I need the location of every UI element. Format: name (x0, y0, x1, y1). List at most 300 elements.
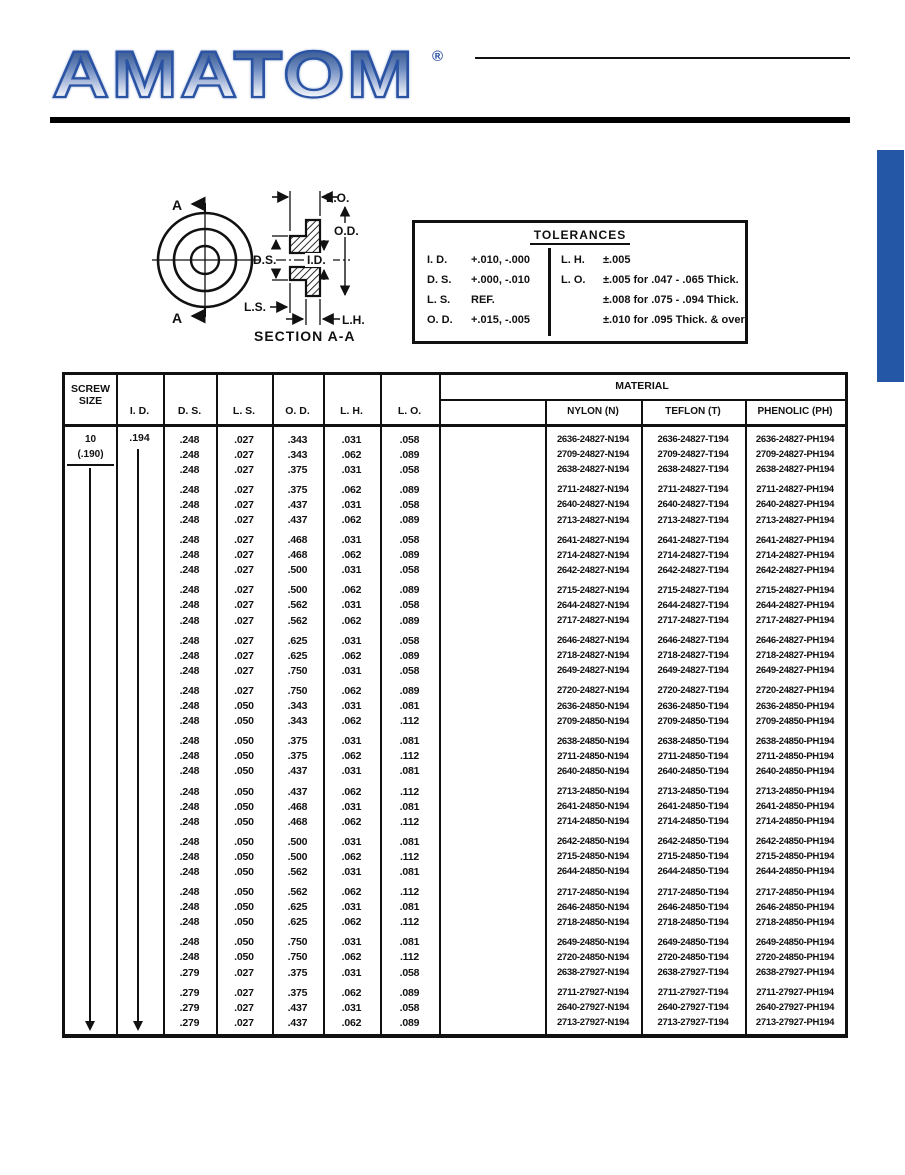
cell-lh: .062 (341, 850, 362, 863)
header-od: O. D. (285, 405, 310, 417)
table-row (65, 784, 845, 799)
cell-teflon: 2646-24850-T194 (657, 901, 729, 913)
cell-nylon: 2714-24850-N194 (556, 816, 630, 828)
table-row (65, 864, 845, 879)
cell-ls: .027 (234, 514, 254, 527)
header-nylon: NYLON (N) (567, 406, 619, 417)
row-group (65, 583, 845, 628)
cell-ds: .248 (179, 584, 200, 597)
cell-od: .468 (287, 549, 308, 562)
cell-ls: .050 (234, 765, 254, 778)
section-cut-arrow-bottom (192, 307, 205, 316)
cell-lh: .031 (341, 901, 362, 914)
cell-ds: .248 (179, 951, 200, 964)
cell-lo: .089 (399, 483, 420, 496)
cell-phenolic: 2646-24827-PH194 (755, 635, 835, 647)
cell-od: .437 (287, 498, 308, 511)
cell-lo: .089 (399, 549, 420, 562)
cell-teflon: 2714-24827-T194 (657, 549, 729, 561)
row-group (65, 834, 845, 879)
cell-ls: .050 (234, 750, 254, 763)
cell-nylon: 2644-24827-N194 (556, 599, 630, 611)
cell-teflon: 2711-24850-T194 (657, 750, 729, 762)
cell-lh: .031 (341, 800, 362, 813)
tolerance-row (561, 290, 745, 310)
tolerance-label (561, 310, 603, 330)
cell-teflon: 2714-24850-T194 (657, 816, 729, 828)
cell-phenolic: 2649-24827-PH194 (755, 665, 835, 677)
cell-ls: .027 (234, 966, 254, 979)
tolerance-label: L. S. (427, 294, 451, 306)
tolerance-label: O. D. (427, 314, 453, 326)
cell-teflon: 2644-24850-T194 (657, 866, 729, 878)
cell-ds: .248 (179, 835, 200, 848)
cell-od: .343 (287, 433, 308, 446)
cell-ls: .050 (234, 835, 254, 848)
cell-od: .437 (287, 514, 308, 527)
header-screw-size (65, 383, 116, 407)
tolerance-value: ±.005 for .047 - .065 Thick. (603, 274, 739, 286)
cell-lh: .031 (341, 936, 362, 949)
lh-label: L.H. (342, 313, 365, 327)
row-group (65, 734, 845, 779)
cell-od: .437 (287, 765, 308, 778)
section-caption: SECTION A-A (254, 328, 356, 344)
tolerance-value: +.015, -.005 (471, 314, 531, 326)
cell-lo: .081 (399, 865, 420, 878)
cell-phenolic: 2720-24827-PH194 (755, 685, 835, 697)
cell-ls: .027 (234, 498, 254, 511)
cell-od: .750 (287, 951, 308, 964)
cell-phenolic: 2636-24827-PH194 (755, 434, 835, 446)
cell-lo: .112 (399, 951, 420, 964)
cell-teflon: 2717-24827-T194 (657, 615, 729, 627)
cell-lh: .062 (341, 916, 362, 929)
cell-ds: .279 (179, 1016, 200, 1029)
row-group (65, 784, 845, 829)
tolerance-row (561, 310, 745, 330)
cell-lo: .089 (399, 1016, 420, 1029)
tolerance-row (561, 250, 745, 270)
cell-ls: .050 (234, 700, 254, 713)
cell-ds: .248 (179, 901, 200, 914)
cell-phenolic: 2720-24850-PH194 (755, 951, 835, 963)
header-screw-line2: SIZE (78, 395, 103, 407)
cell-od: .343 (287, 700, 308, 713)
cell-teflon: 2709-24850-T194 (657, 715, 729, 727)
cell-ls: .050 (234, 815, 254, 828)
cell-ds: .248 (179, 664, 200, 677)
cell-ds: .248 (179, 800, 200, 813)
cell-phenolic: 2644-24827-PH194 (755, 599, 835, 611)
cell-ds: .248 (179, 564, 200, 577)
row-group (65, 533, 845, 578)
cell-ds: .248 (179, 684, 200, 697)
cell-lo: .112 (399, 815, 420, 828)
cell-lh: .062 (341, 483, 362, 496)
cell-ls: .050 (234, 735, 254, 748)
tolerances-title: TOLERANCES (530, 228, 630, 245)
cell-phenolic: 2713-24827-PH194 (755, 514, 835, 526)
cell-teflon: 2640-24827-T194 (657, 499, 729, 511)
tolerance-row (427, 270, 548, 290)
cell-ls: .050 (234, 951, 254, 964)
cell-ls: .027 (234, 1001, 254, 1014)
cell-lo: .058 (399, 966, 420, 979)
cell-nylon: 2638-24827-N194 (556, 464, 630, 476)
cell-nylon: 2640-24827-N194 (556, 499, 630, 511)
cell-phenolic: 2636-24850-PH194 (755, 700, 835, 712)
table-row (65, 613, 845, 628)
cell-ds: .248 (179, 549, 200, 562)
lo-label: L.O. (326, 191, 350, 205)
cell-nylon: 2711-24850-N194 (557, 750, 629, 762)
cell-ds: .248 (179, 448, 200, 461)
cell-phenolic: 2711-27927-PH194 (756, 987, 834, 999)
tolerance-value: ±.010 for .095 Thick. & over (603, 314, 745, 326)
cell-ls: .050 (234, 800, 254, 813)
cell-lo: .081 (399, 735, 420, 748)
page-edge-tab (877, 150, 904, 382)
cell-od: .750 (287, 664, 308, 677)
id-value-cell: .194 (129, 432, 150, 444)
cell-nylon: 2649-24827-N194 (556, 665, 630, 677)
cell-phenolic: 2717-24850-PH194 (755, 886, 835, 898)
cell-ls: .050 (234, 785, 254, 798)
ls-label: L.S. (244, 300, 267, 314)
cell-lh: .031 (341, 966, 362, 979)
header-lh: L. H. (340, 405, 363, 417)
cell-teflon: 2638-27927-T194 (657, 967, 729, 979)
tolerance-label: L. O. (561, 274, 586, 286)
cell-ls: .050 (234, 886, 254, 899)
cell-nylon: 2638-24850-N194 (556, 735, 630, 747)
cell-nylon: 2718-24850-N194 (556, 916, 630, 928)
cell-ds: .248 (179, 534, 200, 547)
cell-phenolic: 2649-24850-PH194 (755, 936, 835, 948)
cell-ds: .279 (179, 966, 200, 979)
cell-teflon: 2717-24850-T194 (657, 886, 729, 898)
cell-nylon: 2717-24827-N194 (556, 615, 630, 627)
table-row (65, 447, 845, 462)
cell-ls: .027 (234, 483, 254, 496)
row-group (65, 935, 845, 980)
cell-lh: .062 (341, 649, 362, 662)
cell-ds: .248 (179, 735, 200, 748)
table-row (65, 548, 845, 563)
cell-lh: .062 (341, 715, 362, 728)
table-row (65, 563, 845, 578)
cell-phenolic: 2638-27927-PH194 (755, 967, 835, 979)
cell-lh: .062 (341, 614, 362, 627)
table-row (65, 849, 845, 864)
tolerance-row (427, 250, 548, 270)
tolerance-row (427, 310, 548, 330)
table-row (65, 965, 845, 980)
row-group (65, 985, 845, 1030)
table-row (65, 749, 845, 764)
table-row (65, 885, 845, 900)
cell-nylon: 2644-24850-N194 (556, 866, 630, 878)
cell-lo: .089 (399, 584, 420, 597)
id-continuation-arrow (137, 449, 139, 1022)
cell-lh: .062 (341, 815, 362, 828)
cell-od: .625 (287, 634, 308, 647)
screw-size-continuation-arrow (89, 468, 91, 1022)
table-row (65, 699, 845, 714)
cell-nylon: 2636-24850-N194 (556, 700, 630, 712)
cell-lo: .058 (399, 599, 420, 612)
cell-ds: .248 (179, 936, 200, 949)
cell-phenolic: 2638-24827-PH194 (755, 464, 835, 476)
cell-nylon: 2718-24827-N194 (556, 650, 630, 662)
cell-ds: .248 (179, 599, 200, 612)
cell-ls: .027 (234, 534, 254, 547)
cell-teflon: 2638-24850-T194 (657, 735, 729, 747)
header-id: I. D. (129, 405, 150, 417)
cell-lh: .062 (341, 514, 362, 527)
cell-lo: .112 (399, 850, 420, 863)
cell-nylon: 2714-24827-N194 (556, 549, 630, 561)
cell-od: .562 (287, 614, 308, 627)
cell-lh: .031 (341, 1001, 362, 1014)
cell-nylon: 2709-24827-N194 (556, 449, 630, 461)
header-material: MATERIAL (615, 380, 669, 392)
cell-nylon: 2711-27927-N194 (557, 987, 629, 999)
cell-teflon: 2638-24827-T194 (657, 464, 729, 476)
cell-od: .375 (287, 966, 308, 979)
cell-od: .468 (287, 815, 308, 828)
cell-phenolic: 2638-24850-PH194 (755, 735, 835, 747)
cell-nylon: 2715-24827-N194 (556, 584, 630, 596)
cell-od: .375 (287, 986, 308, 999)
table-row (65, 714, 845, 729)
header-screw-line1: SCREW (70, 383, 111, 395)
cell-teflon: 2644-24827-T194 (657, 599, 729, 611)
cell-lh: .062 (341, 785, 362, 798)
row-group (65, 683, 845, 728)
cell-od: .625 (287, 901, 308, 914)
cell-lo: .089 (399, 448, 420, 461)
cell-lo: .058 (399, 1001, 420, 1014)
cell-ds: .248 (179, 765, 200, 778)
section-view (244, 191, 365, 344)
cell-teflon: 2640-27927-T194 (657, 1002, 729, 1014)
table-row (65, 432, 845, 447)
cell-lo: .081 (399, 765, 420, 778)
cell-lh: .031 (341, 433, 362, 446)
cell-od: .625 (287, 649, 308, 662)
screw-size-ref: (.190) (77, 449, 104, 460)
cell-od: .375 (287, 463, 308, 476)
cell-lh: .062 (341, 986, 362, 999)
cell-phenolic: 2717-24827-PH194 (755, 615, 835, 627)
cut-label-bottom: A (172, 310, 183, 326)
table-row (65, 734, 845, 749)
cell-od: .375 (287, 483, 308, 496)
cell-teflon: 2642-24827-T194 (657, 564, 729, 576)
table-header (65, 375, 845, 427)
tolerance-label: I. D. (427, 254, 448, 266)
cell-od: .343 (287, 448, 308, 461)
cell-ds: .279 (179, 1001, 200, 1014)
tolerance-label (561, 290, 603, 310)
cell-ds: .248 (179, 715, 200, 728)
cell-lo: .089 (399, 684, 420, 697)
cell-phenolic: 2718-24850-PH194 (755, 916, 835, 928)
cell-lh: .031 (341, 463, 362, 476)
parts-table (62, 372, 848, 1038)
table-row (65, 683, 845, 698)
cell-lo: .112 (399, 750, 420, 763)
cell-od: .562 (287, 865, 308, 878)
cell-phenolic: 2641-24827-PH194 (755, 534, 835, 546)
cell-phenolic: 2640-24827-PH194 (755, 499, 835, 511)
cell-teflon: 2641-24827-T194 (657, 534, 729, 546)
cell-ds: .248 (179, 463, 200, 476)
cell-nylon: 2638-27927-N194 (556, 967, 630, 979)
cell-teflon: 2713-24850-T194 (657, 786, 729, 798)
cell-ls: .027 (234, 986, 254, 999)
cell-lh: .031 (341, 700, 362, 713)
cell-nylon: 2713-24827-N194 (556, 514, 630, 526)
cell-lo: .081 (399, 901, 420, 914)
cell-od: .500 (287, 564, 308, 577)
section-cut-arrow-top (192, 204, 205, 213)
cell-lo: .112 (399, 715, 420, 728)
cell-ds: .248 (179, 865, 200, 878)
cell-od: .562 (287, 886, 308, 899)
cut-label-top: A (172, 197, 183, 213)
cell-od: .500 (287, 850, 308, 863)
table-row (65, 950, 845, 965)
table-row (65, 482, 845, 497)
cell-teflon: 2646-24827-T194 (657, 635, 729, 647)
cell-ls: .050 (234, 916, 254, 929)
cell-phenolic: 2715-24850-PH194 (755, 851, 835, 863)
cell-phenolic: 2642-24827-PH194 (755, 564, 835, 576)
cell-phenolic: 2644-24850-PH194 (755, 866, 835, 878)
tolerances-left-column (415, 248, 548, 336)
cell-nylon: 2713-27927-N194 (556, 1017, 630, 1029)
cell-teflon: 2709-24827-T194 (657, 449, 729, 461)
cell-od: .468 (287, 800, 308, 813)
tolerance-row (561, 270, 745, 290)
cell-ls: .050 (234, 865, 254, 878)
header-lo: L. O. (397, 405, 422, 417)
cell-phenolic: 2711-24850-PH194 (756, 750, 834, 762)
logo-wordmark: AMATOM (52, 37, 416, 111)
cell-phenolic: 2709-24827-PH194 (755, 449, 835, 461)
tolerance-label: L. H. (561, 254, 585, 266)
cell-od: .500 (287, 835, 308, 848)
cell-ls: .027 (234, 614, 254, 627)
table-body (65, 427, 845, 1034)
cell-lh: .031 (341, 865, 362, 878)
od-label: O.D. (334, 224, 359, 238)
amatom-logo (52, 37, 416, 111)
cell-lh: .062 (341, 750, 362, 763)
table-row (65, 533, 845, 548)
cell-od: .500 (287, 584, 308, 597)
cell-nylon: 2646-24827-N194 (556, 635, 630, 647)
cell-ds: .248 (179, 700, 200, 713)
cell-ds: .248 (179, 815, 200, 828)
cell-ls: .027 (234, 448, 254, 461)
cell-lo: .081 (399, 936, 420, 949)
cell-nylon: 2642-24827-N194 (556, 564, 630, 576)
cell-ds: .248 (179, 850, 200, 863)
cell-phenolic: 2711-24827-PH194 (756, 484, 834, 496)
cell-nylon: 2717-24850-N194 (556, 886, 630, 898)
cell-ls: .027 (234, 463, 254, 476)
cell-nylon: 2720-24827-N194 (556, 685, 630, 697)
row-group (65, 482, 845, 527)
cell-teflon: 2720-24827-T194 (657, 685, 729, 697)
cell-lo: .112 (399, 785, 420, 798)
cell-lo: .089 (399, 649, 420, 662)
cell-lo: .081 (399, 800, 420, 813)
cell-lo: .089 (399, 986, 420, 999)
cell-ds: .248 (179, 433, 200, 446)
row-group (65, 633, 845, 678)
table-row (65, 497, 845, 512)
cell-lh: .031 (341, 564, 362, 577)
cell-teflon: 2711-24827-T194 (657, 484, 729, 496)
cell-od: .750 (287, 936, 308, 949)
tolerance-label: D. S. (427, 274, 452, 286)
cell-lo: .112 (399, 916, 420, 929)
cell-lh: .062 (341, 1016, 362, 1029)
cell-nylon: 2720-24850-N194 (556, 951, 630, 963)
cell-lh: .062 (341, 584, 362, 597)
cell-lo: .058 (399, 634, 420, 647)
tolerances-box (412, 220, 748, 344)
cell-od: .375 (287, 750, 308, 763)
cell-ds: .248 (179, 916, 200, 929)
cell-lo: .058 (399, 463, 420, 476)
cell-ds: .279 (179, 986, 200, 999)
cell-phenolic: 2641-24850-PH194 (755, 801, 835, 813)
cell-ds: .248 (179, 514, 200, 527)
cell-ls: .050 (234, 715, 254, 728)
header-rule-thick (50, 117, 850, 123)
cell-ds: .248 (179, 634, 200, 647)
table-row (65, 648, 845, 663)
tolerance-row (427, 290, 548, 310)
cell-phenolic: 2640-24850-PH194 (755, 765, 835, 777)
cell-phenolic: 2713-27927-PH194 (755, 1017, 835, 1029)
cell-nylon: 2641-24850-N194 (556, 801, 630, 813)
cell-lo: .089 (399, 514, 420, 527)
cell-nylon: 2641-24827-N194 (556, 534, 630, 546)
registered-trademark-icon: ® (432, 48, 444, 65)
table-row (65, 462, 845, 477)
cell-ls: .027 (234, 1016, 254, 1029)
cell-lo: .058 (399, 498, 420, 511)
cell-lo: .058 (399, 664, 420, 677)
table-row (65, 1000, 845, 1015)
cell-od: .437 (287, 1016, 308, 1029)
cell-nylon: 2649-24850-N194 (556, 936, 630, 948)
cell-nylon: 2709-24850-N194 (556, 715, 630, 727)
cell-phenolic: 2713-24850-PH194 (755, 786, 835, 798)
cell-ls: .050 (234, 850, 254, 863)
cell-ds: .248 (179, 750, 200, 763)
cell-nylon: 2642-24850-N194 (556, 836, 630, 848)
cell-lo: .058 (399, 534, 420, 547)
cell-lh: .062 (341, 886, 362, 899)
